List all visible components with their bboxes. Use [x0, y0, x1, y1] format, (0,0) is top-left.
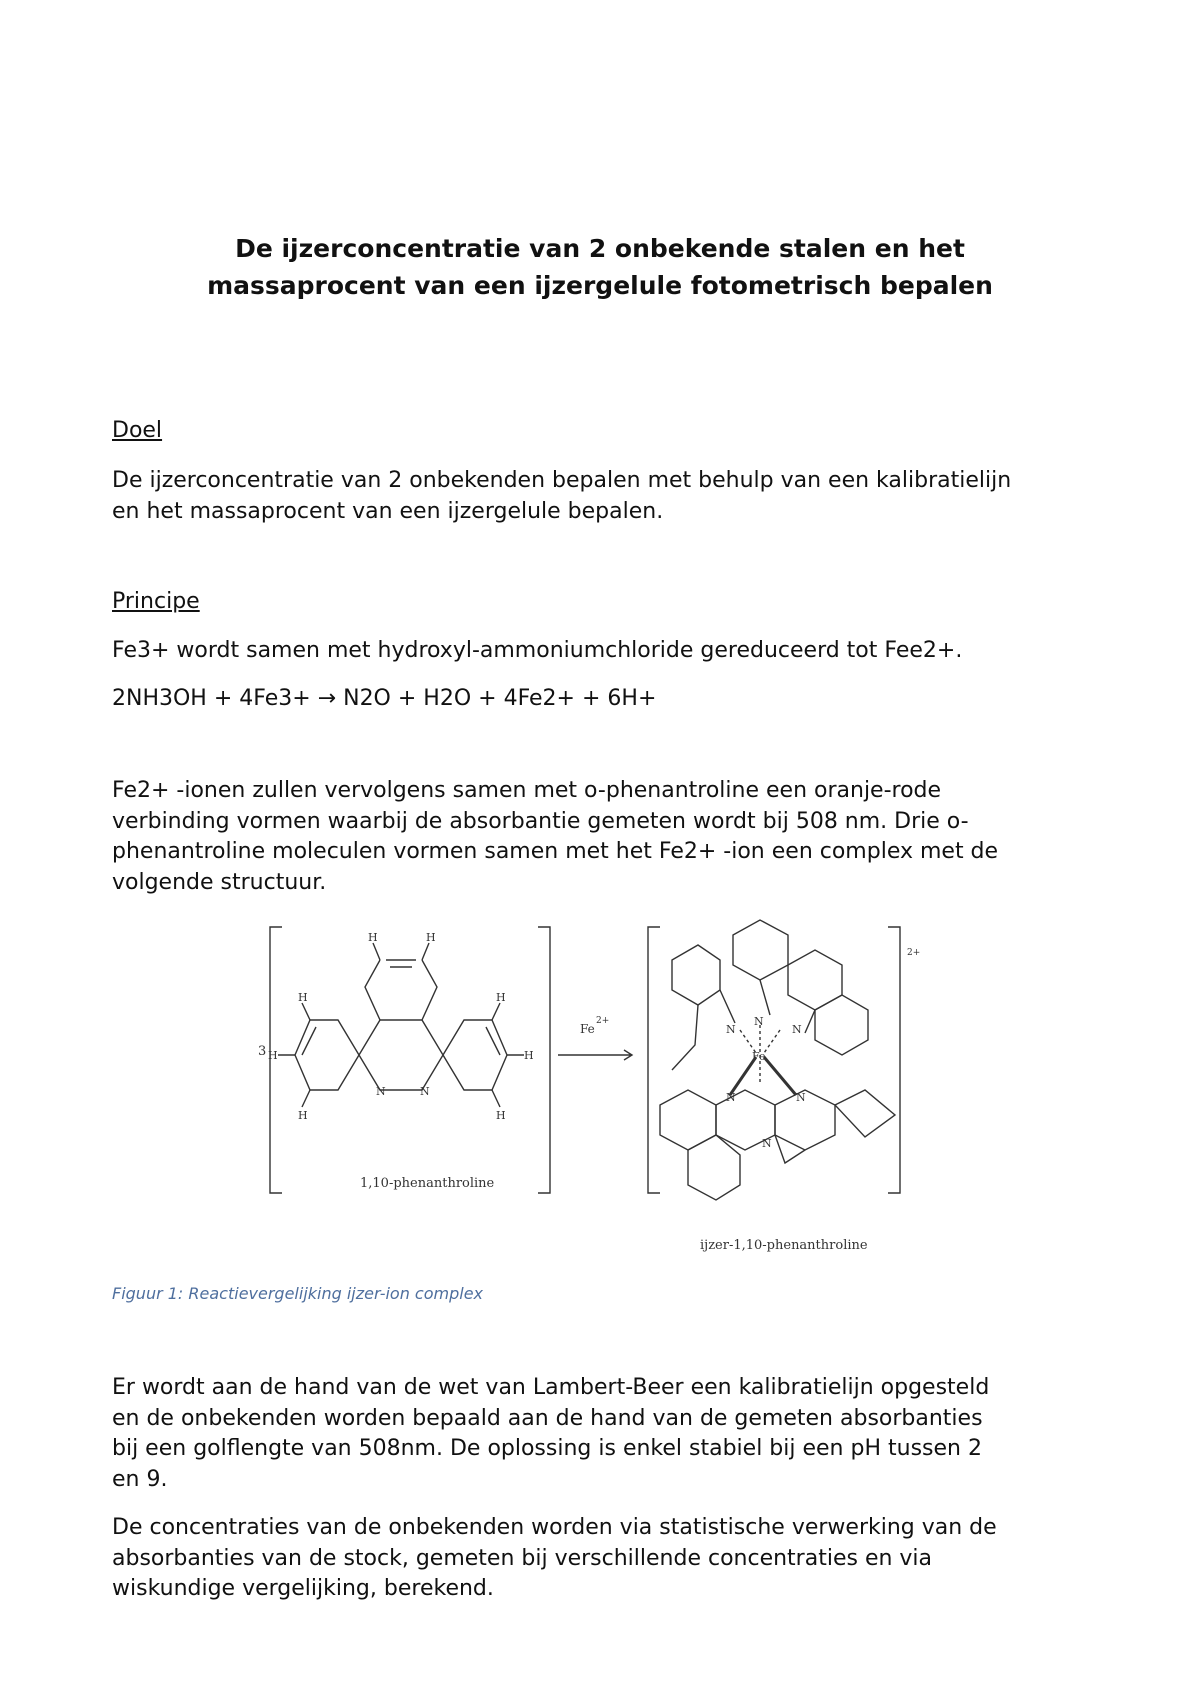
right-bracket-close: [888, 927, 900, 1193]
reagent-charge: 2+: [596, 1016, 610, 1026]
concentrations-line-3: wiskundige vergelijking, berekend.: [112, 1576, 494, 1601]
atom-h-2: H: [426, 931, 436, 944]
lambert-line-1: Er wordt aan de hand van de wet van Lambert-Beer een kalibratielijn opgesteld: [112, 1375, 990, 1400]
reaction-figure: [240, 915, 950, 1275]
complex-atom-n-2: N: [726, 1023, 736, 1036]
concentrations-line-2: absorbanties van de stock, gemeten bij verschillende concentraties en via: [112, 1545, 933, 1571]
reaction-arrow: [558, 1050, 632, 1060]
title-line-1: De ijzerconcentratie van 2 onbekende stalen en het: [235, 234, 965, 263]
complex-atom-n-3: N: [792, 1023, 802, 1036]
atom-h-8: H: [496, 1109, 506, 1122]
left-structure-label: 1,10-phenanthroline: [360, 1176, 495, 1191]
heading-principe: Principe: [112, 589, 200, 614]
lambert-line-3: bij een golflengte van 508nm. De oplossing is enkel stabiel bij een pH tussen 2: [112, 1436, 982, 1461]
complex-atom-n-6: N: [762, 1137, 772, 1150]
complex-line-4: volgende structuur.: [112, 869, 327, 895]
atom-n-1: N: [376, 1085, 386, 1098]
principe-line-1: [112, 636, 1112, 667]
atom-n-2: N: [420, 1085, 430, 1098]
lambert-line-4: en 9.: [112, 1466, 168, 1492]
complex-atom-n-4: N: [726, 1091, 736, 1104]
complex-atom-n-1: N: [754, 1015, 764, 1028]
atom-h-4: H: [496, 991, 506, 1004]
doel-line-2: en het massaprocent van een ijzergelule bepalen.: [112, 498, 664, 524]
title-line-2: massaprocent van een ijzergelule fotometrisch bepalen: [207, 271, 993, 300]
paragraph-doel: [112, 466, 1112, 527]
paragraph-lambert-beer: [112, 1373, 1112, 1495]
complex-line-2: verbinding vormen waarbij de absorbantie gemeten wordt bij 508 nm. Drie o-: [112, 808, 969, 834]
complex-line-1: Fe2+ -ionen zullen vervolgens samen met o-phenantroline een oranje-rode: [112, 778, 942, 803]
right-structure-label: ijzer-1,10-phenanthroline: [700, 1238, 868, 1253]
phenanthroline-structure: [278, 943, 524, 1107]
atom-h-6: H: [524, 1049, 534, 1062]
lambert-line-2: en de onbekenden worden bepaald aan de hand van de gemeten absorbanties: [112, 1405, 983, 1431]
heading-doel: Doel: [112, 418, 163, 443]
principe-sentence: Fe3+ wordt samen met hydroxyl-ammoniumchloride gereduceerd tot Fee2+.: [112, 638, 963, 663]
complex-atom-fe: Fe: [752, 1050, 766, 1063]
paragraph-complex: [112, 776, 1112, 898]
complex-charge: 2+: [907, 948, 921, 958]
atom-h-3: H: [298, 991, 308, 1004]
reaction-equation: [112, 684, 1112, 715]
atom-h-5: H: [268, 1049, 278, 1062]
reagent-label: Fe: [580, 1022, 595, 1036]
equation-text: 2NH3OH + 4Fe3+ → N2O + H2O + 4Fe2+ + 6H+: [112, 686, 657, 711]
figure-caption: Figuur 1: Reactievergelijking ijzer-ion complex: [112, 1284, 484, 1303]
page-title: [0, 230, 1200, 304]
paragraph-concentrations: [112, 1513, 1112, 1605]
atom-h-7: H: [298, 1109, 308, 1122]
central-ring: [359, 1020, 443, 1090]
iron-complex-structure: [660, 920, 895, 1200]
complex-atom-n-5: N: [796, 1091, 806, 1104]
right-bracket-open: [648, 927, 660, 1193]
coefficient-label: 3: [258, 1044, 267, 1059]
atom-h-1: H: [368, 931, 378, 944]
doel-line-1: De ijzerconcentratie van 2 onbekenden bepalen met behulp van een kalibratielijn: [112, 468, 1012, 493]
top-ring-edges: [360, 953, 443, 1020]
complex-line-3: phenantroline moleculen vormen samen met het Fe2+ -ion een complex met de: [112, 839, 999, 864]
left-bracket-close: [538, 927, 550, 1193]
concentrations-line-1: De concentraties van de onbekenden worden via statistische verwerking van de: [112, 1515, 997, 1540]
